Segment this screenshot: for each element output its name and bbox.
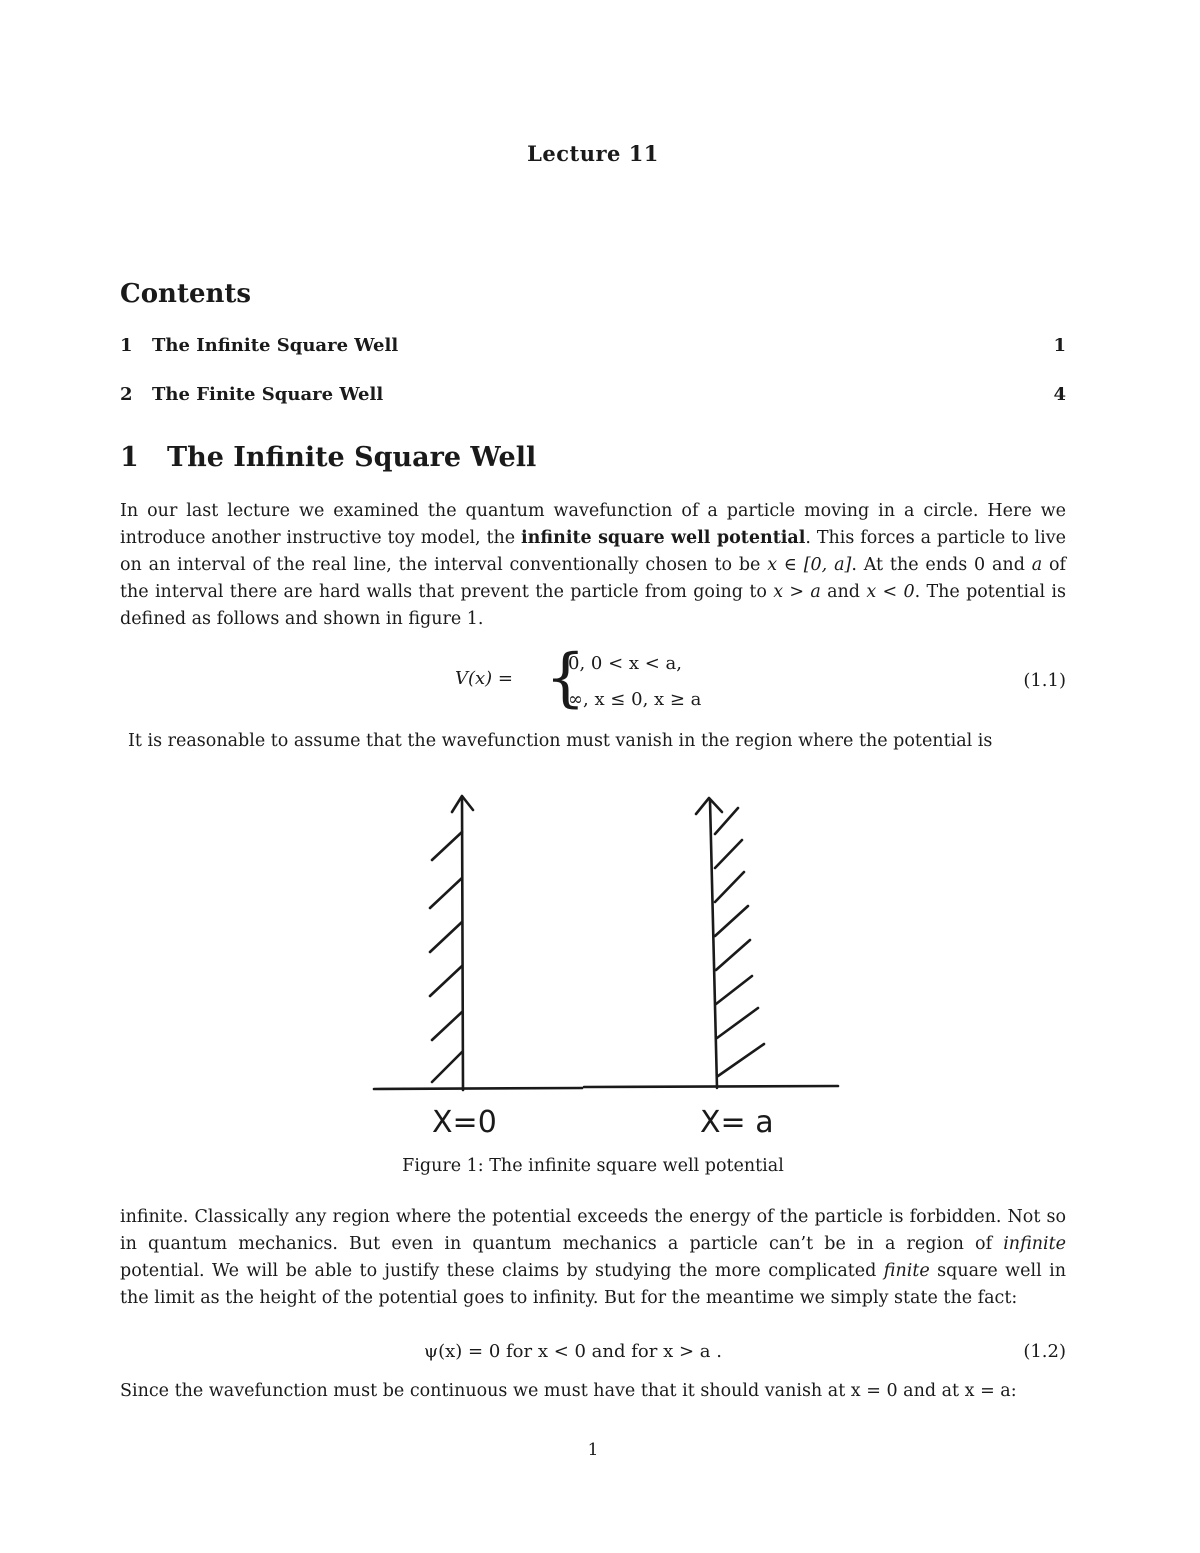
toc-entry-page: 1 (1053, 335, 1066, 356)
page-number: 1 (587, 1440, 599, 1460)
text-run: infinite. Classically any region where the potential exceeds the energy of the particle is forbidden. Not so in quantum mechanics. But even in quantum mechanics a particle can’t be in a region of (120, 1207, 1066, 1254)
toc-entry-number: 1 (120, 335, 133, 356)
left-wall-hatching (430, 832, 462, 1082)
contents-heading: Contents (120, 279, 252, 309)
text-run: . The potential is defined as follows and shown in figure 1. (120, 582, 1067, 629)
equation-number: (1.1) (1023, 670, 1066, 691)
emphasis: infinite (1003, 1234, 1066, 1254)
text-run: . At the ends 0 and (851, 555, 1032, 575)
text-run: In our last lecture we examined the quantum wavefunction of a particle moving in a circle. Here we introduce another instructive toy model, the (120, 501, 1066, 548)
text-run: and (820, 582, 867, 602)
paragraph-assume: It is reasonable to assume that the wavefunction must vanish in the region where the potential is (128, 731, 993, 751)
toc-entry[interactable] (120, 384, 1066, 405)
toc-entry-number: 2 (120, 384, 133, 405)
toc-entry-title: The Infinite Square Well (152, 335, 399, 356)
paragraph-infinite (120, 1204, 1066, 1312)
right-wall-hatching (715, 808, 764, 1076)
right-wall (710, 800, 717, 1088)
equation-number: (1.2) (1023, 1341, 1066, 1362)
section-heading (120, 442, 536, 473)
label-x-equals-0: X=0 (432, 1105, 497, 1140)
section-number: 1 (120, 442, 139, 473)
text-run: potential. We will be able to justify these claims by studying the more complicated (120, 1261, 884, 1281)
equation-lhs: V(x) = (455, 668, 513, 689)
equation-brace: { (545, 641, 586, 715)
math-inline: x ∈ [0, a] (767, 555, 852, 575)
figure-caption: Figure 1: The infinite square well potential (402, 1156, 784, 1176)
text-run: . This forces a particle to live on an interval of the real line, the interval conventionally chosen to be (120, 528, 1066, 575)
equation-case-1: 0, 0 < x < a, (568, 653, 683, 674)
lecture-title: Lecture 11 (527, 141, 659, 166)
toc-entry-title: The Finite Square Well (152, 384, 384, 405)
square-well-figure (370, 790, 845, 1145)
toc-entry-page: 4 (1053, 384, 1066, 405)
toc-entry[interactable] (120, 335, 1066, 356)
math-inline: x < 0 (866, 582, 915, 602)
paragraph-continuity: Since the wavefunction must be continuous we must have that it should vanish at x = 0 and at x = a: (120, 1381, 1017, 1401)
emphasis: finite (883, 1261, 930, 1281)
key-term: infinite square well potential (521, 528, 806, 548)
x-axis-line (374, 1086, 838, 1089)
equation-2: ψ(x) = 0 for x < 0 and for x > a . (424, 1341, 722, 1362)
label-x-equals-a: X= a (700, 1105, 774, 1140)
text-run: of the interval there are hard walls that prevent the particle from going to (120, 555, 1067, 602)
section-title: The Infinite Square Well (167, 442, 537, 473)
math-inline: a (1031, 555, 1043, 575)
text-run: square well in the limit as the height of the potential goes to infinity. But for the meantime we simply state the fact: (120, 1261, 1066, 1308)
equation-case-2: ∞, x ≤ 0, x ≥ a (568, 689, 702, 710)
left-wall (462, 798, 463, 1090)
paragraph-intro (120, 498, 1066, 633)
math-inline: x > a (773, 582, 821, 602)
